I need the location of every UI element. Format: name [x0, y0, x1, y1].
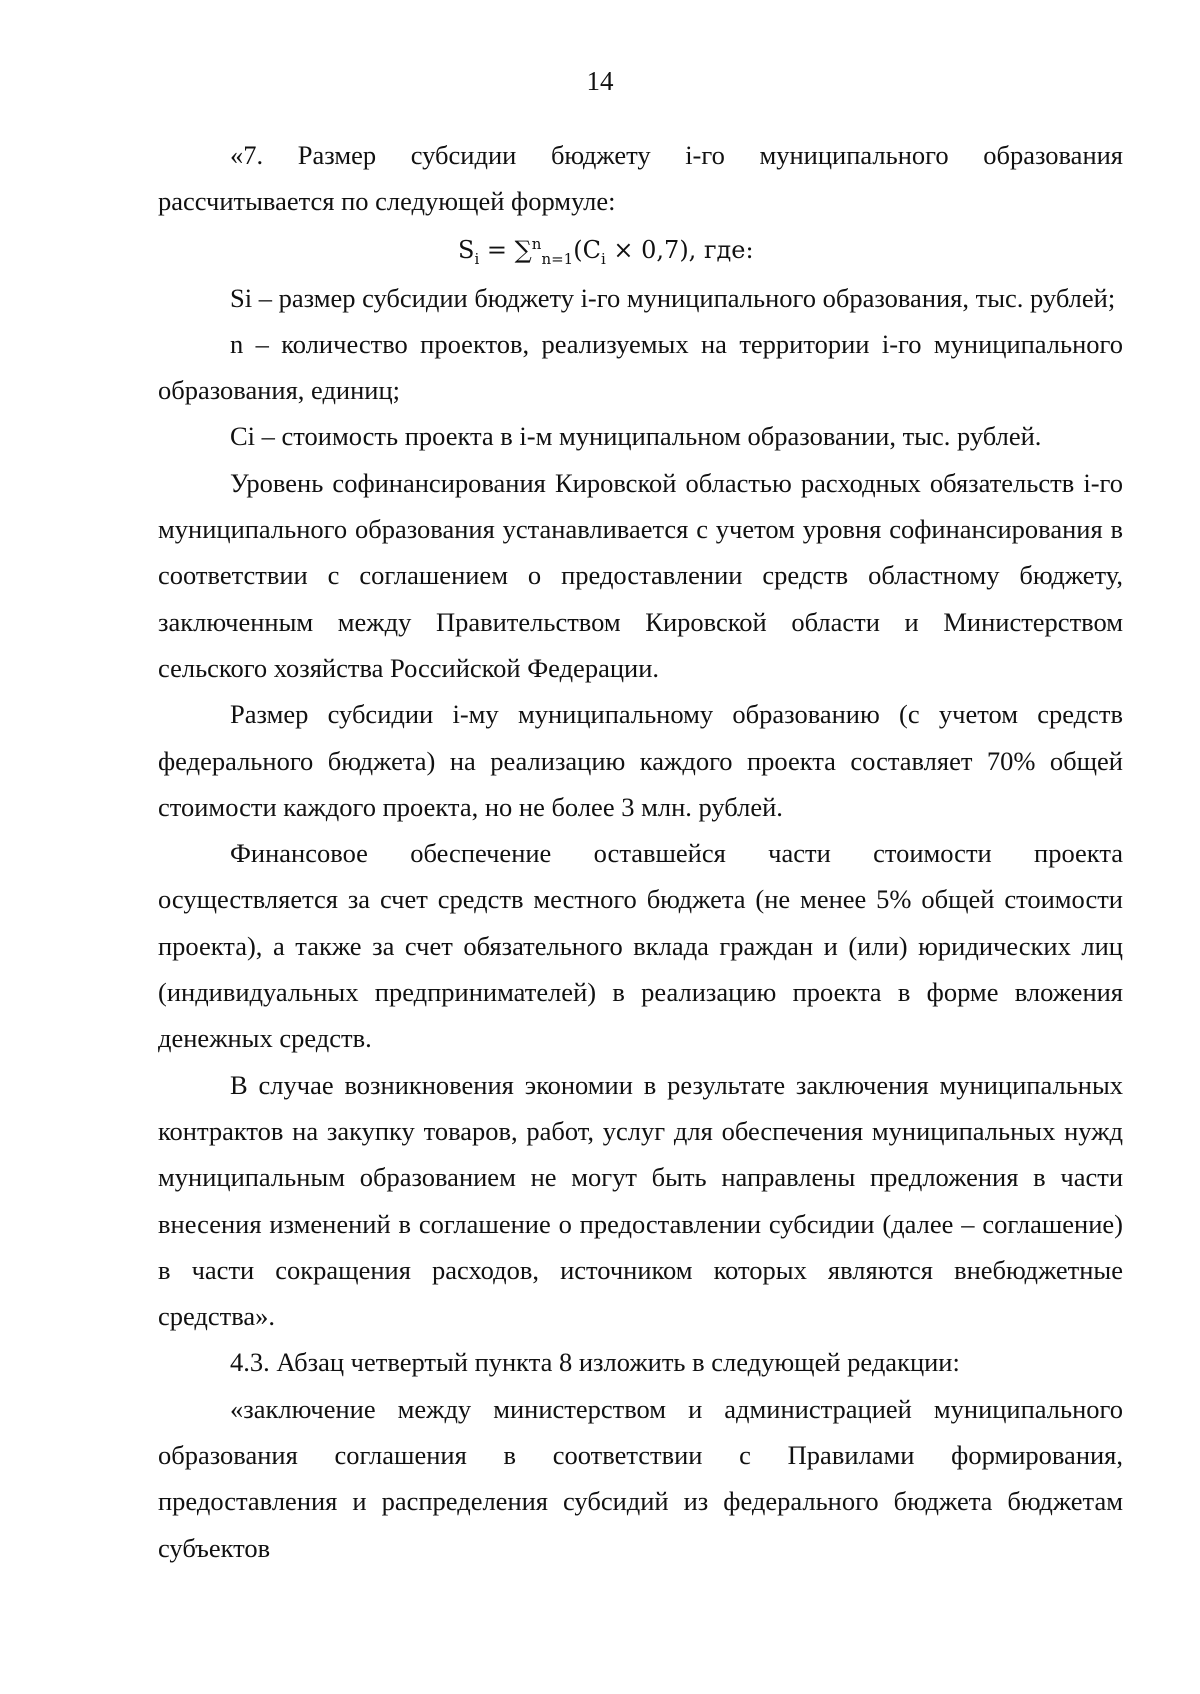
paragraph-savings: В случае возникновения экономии в результате заключения муниципальных контрактов на закупку товаров, работ, услуг для обеспечения муниципальных нужд муниципальным образованием не могут быть направлены предложения в части внесения изменений в соглашение о предоставлении субсидии (далее – соглашение) в части сокращения расходов, источником которых являются внебюджетные средства». — [158, 1069, 1123, 1332]
paragraph-subsidy-formula-intro: «7. Размер субсидии бюджету i-го муниципального образования рассчитывается по следующей формуле: — [158, 140, 1123, 217]
formula-tail: × 0,7), где: — [605, 235, 754, 264]
formula-lhs: S — [458, 235, 475, 264]
formula-body-index: i — [600, 249, 606, 268]
paragraph-ci-definition: Ci – стоимость проекта в i-м муниципальном образовании, тыс. рублей. — [230, 421, 1042, 452]
formula-sum-upper: n — [531, 234, 542, 253]
formula-equals: = — [479, 235, 515, 264]
subsidy-formula — [158, 227, 1123, 273]
formula-body: (C — [573, 235, 601, 264]
paragraph-amendment-4-3: 4.3. Абзац четвертый пункта 8 изложить в следующей редакции: — [230, 1347, 960, 1378]
paragraph-agreement-conclusion: «заключение между министерством и администрацией муниципального образования соглашения в соответствии с Правилами формирования, предоставления и распределения субсидий из федерального бюджета бюджетам субъектов — [158, 1393, 1123, 1563]
paragraph-financial-support: Финансовое обеспечение оставшейся части стоимости проекта осуществляется за счет средств местного бюджета (не менее 5% общей стоимости проекта), а также за счет обязательного вклада граждан и (или) юридических лиц (индивидуальных предпринимателей) в реализацию проекта в форме вложения денежных средств. — [158, 838, 1123, 1054]
formula-lhs-index: i — [474, 249, 480, 268]
formula-sum-lower: n=1 — [541, 249, 574, 268]
formula-sum-symbol: ∑ — [514, 235, 532, 264]
document-body — [158, 132, 1123, 1571]
paragraph-cofinancing-level: Уровень софинансирования Кировской областью расходных обязательств i-го муниципального образования устанавливается с учетом уровня софинансирования в соответствии с соглашением о предоставлении средств областному бюджету, заключенным между Правительством Кировской области и Министерством сельского хозяйства Российской Федерации. — [158, 467, 1123, 683]
page-number: 14 — [586, 66, 614, 96]
paragraph-n-definition: n – количество проектов, реализуемых на территории i-го муниципального образования, единиц; — [158, 328, 1123, 406]
paragraph-si-definition: Si – размер субсидии бюджету i-го муниципального образования, тыс. рублей; — [230, 282, 1116, 313]
paragraph-subsidy-size: Размер субсидии i-му муниципальному образованию (с учетом средств федерального бюджета) на реализацию каждого проекта составляет 70% общей стоимости каждого проекта, но не более 3 млн. рублей. — [158, 699, 1123, 822]
